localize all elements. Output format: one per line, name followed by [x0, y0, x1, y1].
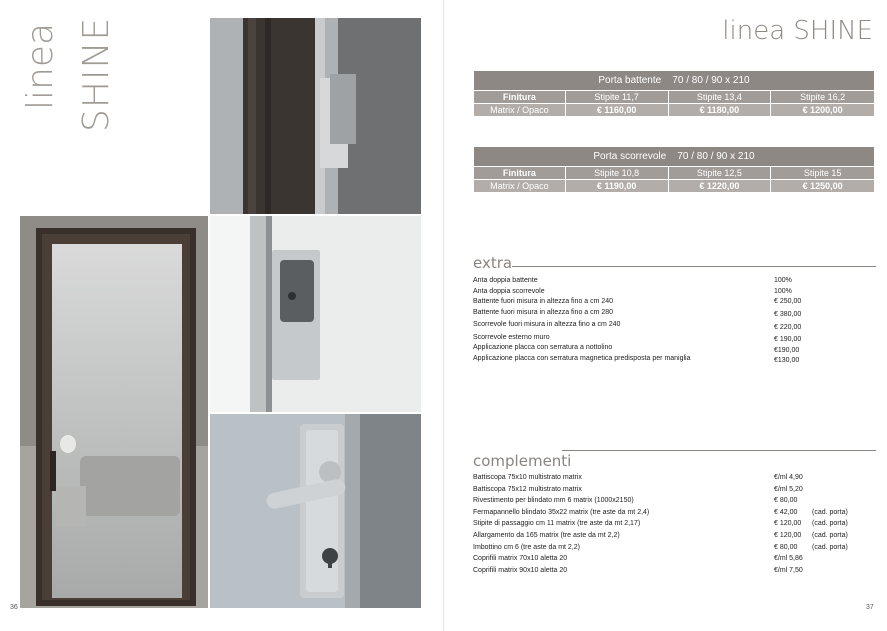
column-header: Stipite 10,8: [565, 167, 668, 180]
column-header: Stipite 12,5: [668, 167, 771, 180]
item-price: 100%: [774, 277, 792, 284]
item-note: (cad. porta): [812, 543, 848, 551]
finish-label: Finitura: [474, 91, 566, 104]
item-desc: Coprifili matrix 90x10 aletta 20: [473, 566, 568, 574]
list-item: [473, 566, 877, 578]
item-price: € 220,00: [774, 323, 802, 331]
price-cell: € 1220,00: [668, 180, 771, 193]
item-desc: Applicazione placca con serratura magnetica predisposta per maniglia: [473, 354, 691, 362]
list-item: [473, 354, 877, 365]
item-price: € 250,00: [774, 298, 802, 305]
table-heading-sizes: 70 / 80 / 90 x 210: [672, 75, 750, 86]
complementi-heading: complementi: [473, 452, 572, 470]
complementi-list: [473, 473, 877, 577]
item-price: € 380,00: [774, 310, 802, 318]
extra-heading: extra: [473, 254, 513, 272]
list-item: [473, 276, 877, 287]
list-item: [473, 508, 877, 520]
extra-list: [473, 276, 877, 364]
item-price: €/ml 5,86: [774, 555, 803, 563]
item-desc: Imbottino cm 6 (tre aste da mt 2,2): [473, 543, 580, 551]
door-photo: [20, 216, 208, 608]
row-label: Matrix / Opaco: [474, 104, 566, 117]
item-desc: Allargamento da 165 matrix (tre aste da mt 2,2): [473, 531, 620, 539]
table-heading-label: Porta scorrevole: [593, 151, 667, 162]
table-heading: [474, 71, 875, 91]
item-note: (cad. porta): [812, 508, 848, 516]
list-item: [473, 343, 877, 354]
item-desc: Stipite di passaggio cm 11 matrix (tre aste da mt 2,17): [473, 520, 641, 528]
flush-pull-photo: [210, 216, 421, 412]
price-cell: € 1180,00: [668, 104, 771, 117]
price-cell: € 1250,00: [771, 180, 875, 193]
item-desc: Scorrevole fuori misura in altezza fino a cm 240: [473, 320, 621, 328]
row-label: Matrix / Opaco: [474, 180, 566, 193]
item-price: €/ml 4,90: [774, 474, 803, 481]
item-desc: Scorrevole esterno muro: [473, 333, 550, 341]
column-header: Stipite 15: [771, 167, 875, 180]
item-desc: Anta doppia scorrevole: [473, 287, 545, 295]
lever-handle-photo: [210, 414, 421, 608]
item-price: € 120,00: [774, 531, 802, 539]
finish-label: Finitura: [474, 167, 566, 180]
item-note: (cad. porta): [812, 520, 848, 528]
item-price: €/ml 7,50: [774, 566, 803, 574]
price-cell: € 1200,00: [771, 104, 875, 117]
page-spine: [443, 0, 444, 631]
item-price: €190,00: [774, 347, 800, 354]
item-note: (cad. porta): [812, 531, 848, 539]
item-desc: Battiscopa 75x10 multistrato matrix: [473, 474, 582, 481]
table-heading-label: Porta battente: [598, 75, 662, 86]
column-header: Stipite 13,4: [668, 91, 771, 104]
complementi-rule: [562, 450, 876, 451]
list-item: [473, 308, 877, 320]
item-price: €130,00: [774, 356, 800, 364]
price-table-battente: [473, 70, 875, 117]
item-desc: Battente fuori misura in altezza fino a cm 280: [473, 308, 614, 316]
item-desc: Applicazione placca con serratura a nottolino: [473, 344, 613, 351]
item-desc: Coprifili matrix 70x10 aletta 20: [473, 555, 568, 563]
item-price: € 42,00: [774, 508, 798, 516]
column-header: Stipite 16,2: [771, 91, 875, 104]
list-item: [473, 496, 877, 508]
vertical-title-line1: linea: [20, 22, 61, 110]
item-price: € 190,00: [774, 335, 802, 343]
list-item: [473, 554, 877, 566]
item-price: € 80,00: [774, 543, 798, 551]
list-item: [473, 297, 877, 308]
table-heading: [474, 147, 875, 167]
item-price: €/ml 5,20: [774, 485, 803, 493]
price-table-scorrevole: [473, 146, 875, 193]
list-item: [473, 519, 877, 531]
vertical-title: [18, 14, 118, 134]
item-desc: Rivestimento per blindato mm 6 matrix (1000x2150): [473, 497, 634, 505]
price-cell: € 1160,00: [565, 104, 668, 117]
table-heading-sizes: 70 / 80 / 90 x 210: [677, 151, 755, 162]
list-item: [473, 485, 877, 497]
extra-rule: [512, 266, 876, 267]
item-price: 100%: [774, 287, 792, 295]
list-item: [473, 543, 877, 555]
item-desc: Battente fuori misura in altezza fino a cm 240: [473, 298, 614, 305]
item-desc: Anta doppia battente: [473, 277, 538, 284]
item-price: € 120,00: [774, 520, 802, 528]
list-item: [473, 333, 877, 344]
handle-detail-photo: [210, 18, 421, 214]
page-number-left: 36: [10, 604, 18, 611]
page-title: linea SHINE: [722, 16, 873, 46]
item-desc: Battiscopa 75x12 multistrato matrix: [473, 485, 582, 493]
item-price: € 80,00: [774, 497, 798, 505]
list-item: [473, 287, 877, 298]
item-desc: Fermapannello blindato 35x22 matrix (tre aste da mt 2,4): [473, 508, 650, 516]
list-item: [473, 531, 877, 543]
list-item: [473, 320, 877, 333]
price-cell: € 1190,00: [565, 180, 668, 193]
page-number-right: 37: [866, 604, 874, 611]
list-item: [473, 473, 877, 485]
column-header: Stipite 11,7: [565, 91, 668, 104]
vertical-title-line2: SHINE: [76, 16, 117, 132]
